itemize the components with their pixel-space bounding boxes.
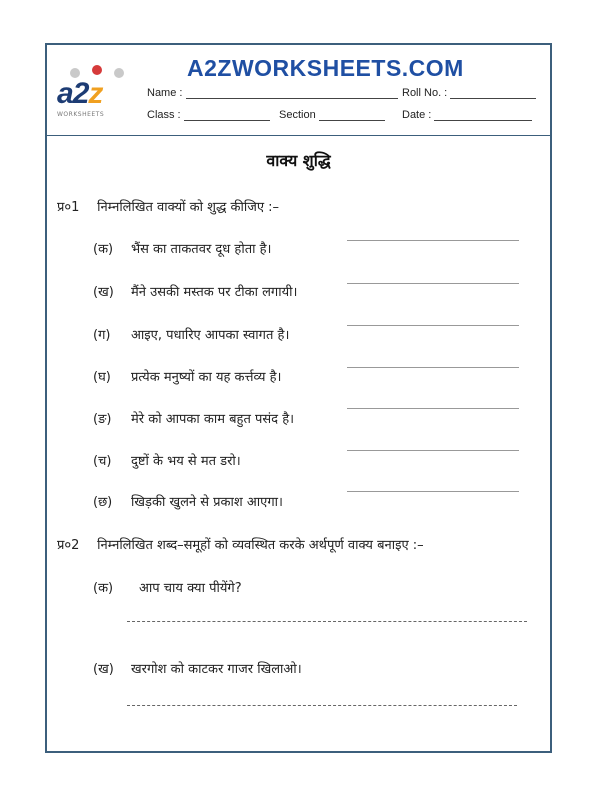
list-item: (घ) प्रत्येक मनुष्यों का यह कर्त्तव्य है। — [93, 370, 282, 385]
question-2 — [57, 535, 424, 553]
list-item: (क) भैंस का ताकतवर दूध होता है। — [93, 242, 272, 257]
date-blank[interactable] — [434, 110, 532, 121]
question-2-number: प्र०2 — [57, 538, 80, 553]
logo-subtext: WORKSHEETS — [57, 111, 105, 118]
answer-line[interactable] — [347, 367, 519, 368]
name-field[interactable] — [147, 87, 398, 99]
answer-line[interactable] — [347, 325, 519, 326]
site-logo — [57, 63, 137, 125]
list-item: (छ) खिड़की खुलने से प्रकाश आएगा। — [93, 495, 283, 510]
section-blank[interactable] — [319, 110, 385, 121]
answer-line[interactable] — [127, 621, 527, 622]
worksheet-title: वाक्य शुद्धि — [266, 151, 331, 170]
answer-line[interactable] — [347, 450, 519, 451]
list-item: (ख) मैंने उसकी मस्तक पर टीका लगायी। — [93, 285, 298, 300]
answer-line[interactable] — [127, 705, 517, 706]
list-item: (च) दुष्टों के भय से मत डरो। — [93, 454, 241, 469]
class-blank[interactable] — [184, 110, 270, 121]
site-title: A2ZWORKSHEETS.COM — [187, 55, 464, 81]
list-item: (ख) खरगोश को काटकर गाजर खिलाओ। — [93, 662, 302, 677]
list-item: (ग) आइए, पधारिए आपका स्वागत है। — [93, 328, 290, 343]
question-1-text: निम्नलिखित वाक्यों को शुद्ध कीजिए :– — [97, 200, 280, 215]
name-blank[interactable] — [186, 88, 398, 99]
question-1 — [57, 197, 279, 215]
worksheet-header — [47, 45, 550, 136]
question-1-number: प्र०1 — [57, 200, 80, 215]
list-item: (ङ) मेरे को आपका काम बहुत पसंद है। — [93, 412, 295, 427]
logo-wordmark: a2z — [57, 77, 103, 110]
class-label: Class : — [147, 109, 181, 121]
section-label: Section — [279, 109, 316, 121]
list-item: (क) आप चाय क्या पीयेंगे? — [93, 581, 242, 596]
name-label: Name : — [147, 87, 183, 99]
question-2-text: निम्नलिखित शब्द–समूहों को व्यवस्थित करके अर्थपूर्ण वाक्य बनाइए :– — [97, 538, 424, 553]
answer-line[interactable] — [347, 283, 519, 284]
answer-line[interactable] — [347, 240, 519, 241]
answer-line[interactable] — [347, 491, 519, 492]
answer-line[interactable] — [347, 408, 519, 409]
class-field[interactable] — [147, 109, 270, 121]
worksheet-frame — [45, 43, 552, 753]
roll-label: Roll No. : — [402, 87, 448, 99]
roll-field[interactable] — [402, 87, 536, 99]
roll-blank[interactable] — [450, 88, 536, 99]
date-label: Date : — [402, 109, 432, 121]
date-field[interactable] — [402, 109, 532, 121]
section-field[interactable] — [279, 109, 385, 121]
